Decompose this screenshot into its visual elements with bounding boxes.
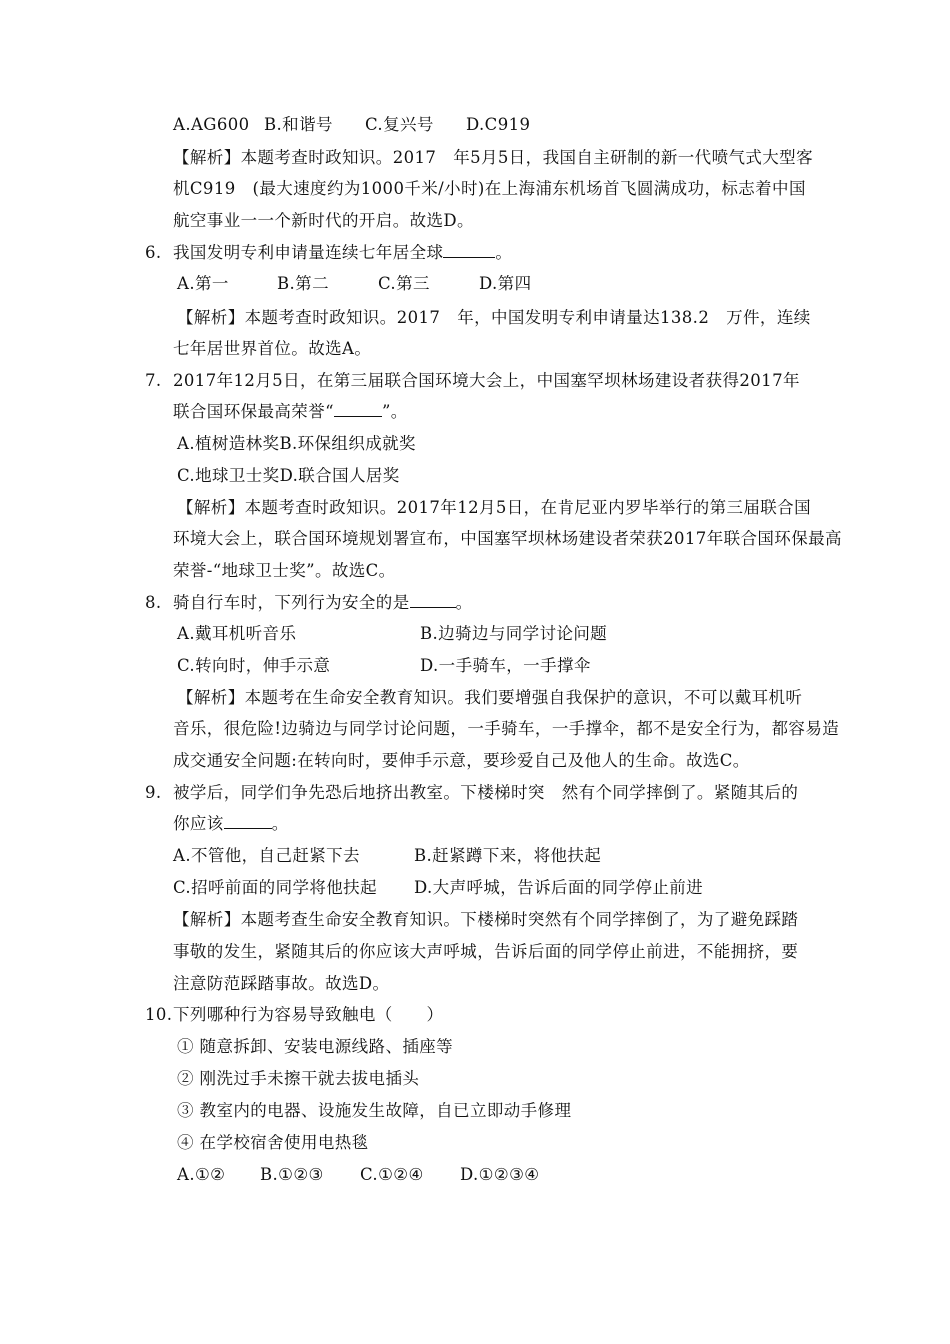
q10-number: 10. [145, 1005, 173, 1024]
q5-option-c: C.复兴号 [365, 115, 434, 134]
q7-options-line: C.地球卫士奖D.联合国人居奖 [177, 466, 400, 485]
q10-option-a: A.①② [177, 1165, 226, 1184]
answer-blank [443, 243, 495, 258]
q8-option-a: A.戴耳机听音乐 [177, 624, 297, 643]
q9-analysis-line: 事敬的发生，紧随其后的你应该大声呼城，告诉后面的同学停止前进，不能拥挤，要 [173, 942, 799, 961]
q8-option-b: B.边骑边与同学讨论问题 [420, 624, 608, 643]
q10-item: ② 刚洗过手未擦干就去拔电插头 [177, 1069, 420, 1088]
q10-item: ① 随意拆卸、安装电源线路、插座等 [177, 1037, 454, 1056]
q6-option-b: B.第二 [277, 274, 329, 293]
q9-option-a: A.不管他，自己赶紧下去 [173, 846, 360, 865]
q8-option-d: D.一手骑车，一手撑伞 [420, 656, 591, 675]
q7-analysis-line: 荣誉-“地球卫士奖”。故选C。 [173, 561, 396, 580]
q7-stem-text: 联合国环保最高荣誉“ [173, 402, 334, 421]
q6-analysis-line: 【解析】本题考查时政知识。2017 年，中国发明专利申请量达138.2 万件，连续 [177, 308, 811, 327]
q5-option-a: A.AG600 [173, 115, 250, 134]
q5-analysis-line: 航空事业一一个新时代的开启。故选D。 [173, 211, 474, 230]
q9-option-c: C.招呼前面的同学将他扶起 [173, 878, 377, 897]
q6-stem [173, 242, 512, 264]
q10-stem: 下列哪种行为容易导致触电（ ） [173, 1005, 444, 1024]
q9-stem-text: 你应该 [173, 814, 224, 833]
q8-analysis-line: 【解析】本题考在生命安全教育知识。我们要增强自我保护的意识，不可以戴耳机听 [177, 688, 803, 707]
q9-analysis-line: 【解析】本题考查生命安全教育知识。下楼梯时突然有个同学摔倒了，为了避免踩踏 [173, 910, 799, 929]
q7-stem-line: 2017年12月5日，在第三届联合国环境大会上，中国塞罕坝林场建设者获得2017年 [173, 371, 800, 390]
q9-analysis-line: 注意防范踩踏事故。故选D。 [173, 974, 390, 993]
q9-option-d: D.大声呼城，告诉后面的同学停止前进 [414, 878, 704, 897]
q6-stem-end: 。 [495, 243, 513, 262]
q7-number: 7. [145, 371, 162, 390]
q8-analysis-line: 音乐，很危险!边骑边与同学讨论问题，一手骑车，一手撑伞，都不是安全行为，都容易造 [173, 719, 840, 738]
answer-blank [224, 814, 272, 829]
q6-option-d: D.第四 [479, 274, 532, 293]
q10-option-b: B.①②③ [260, 1165, 324, 1184]
q6-option-c: C.第三 [378, 274, 430, 293]
q7-analysis-line: 环境大会上，联合国环境规划署宣布，中国塞罕坝林场建设者荣获2017年联合国环保最高 [173, 529, 842, 548]
q7-analysis-line: 【解析】本题考查时政知识。2017年12月5日，在肯尼亚内罗毕举行的第三届联合国 [177, 498, 811, 517]
answer-blank [410, 593, 456, 608]
q8-stem-text: 骑自行车时，下列行为安全的是 [173, 593, 410, 612]
q6-option-a: A.第一 [177, 274, 229, 293]
q9-stem-line [173, 813, 289, 835]
q9-option-b: B.赶紧蹲下来，将他扶起 [414, 846, 602, 865]
q8-stem-end: 。 [455, 593, 473, 612]
q5-option-d: D.C919 [466, 115, 531, 134]
q5-analysis-line: 【解析】本题考查时政知识。2017 年5月5日，我国自主研制的新一代喷气式大型客 [173, 148, 813, 167]
q9-stem-end: 。 [271, 814, 289, 833]
q5-analysis-line: 机C919 (最大速度约为1000千米/小时)在上海浦东机场首飞圆满成功，标志着中国 [173, 179, 806, 198]
q6-stem-text: 我国发明专利申请量连续七年居全球 [173, 243, 444, 262]
q10-item: ④ 在学校宿舍使用电热毯 [177, 1133, 369, 1152]
q6-number: 6. [145, 243, 162, 262]
q9-stem-line: 被学后，同学们争先恐后地挤出教室。下楼梯时突 然有个同学摔倒了。紧随其后的 [173, 783, 799, 802]
q6-analysis-line: 七年居世界首位。故选A。 [173, 339, 372, 358]
q8-stem [173, 592, 473, 614]
q7-stem-end: ”。 [381, 402, 408, 421]
q8-number: 8. [145, 593, 162, 612]
q10-option-d: D.①②③④ [460, 1165, 540, 1184]
q7-stem-line [173, 401, 408, 423]
q10-item: ③ 教室内的电器、设施发生故障，自已立即动手修理 [177, 1101, 572, 1120]
answer-blank [334, 402, 382, 417]
q8-option-c: C.转向时，伸手示意 [177, 656, 331, 675]
q9-number: 9. [145, 783, 162, 802]
q10-option-c: C.①②④ [360, 1165, 424, 1184]
q8-analysis-line: 成交通安全问题:在转向时，要伸手示意，要珍爱自己及他人的生命。故选C。 [173, 751, 750, 770]
q7-options-line: A.植树造林奖B.环保组织成就奖 [177, 434, 416, 453]
q5-option-b: B.和谐号 [264, 115, 333, 134]
